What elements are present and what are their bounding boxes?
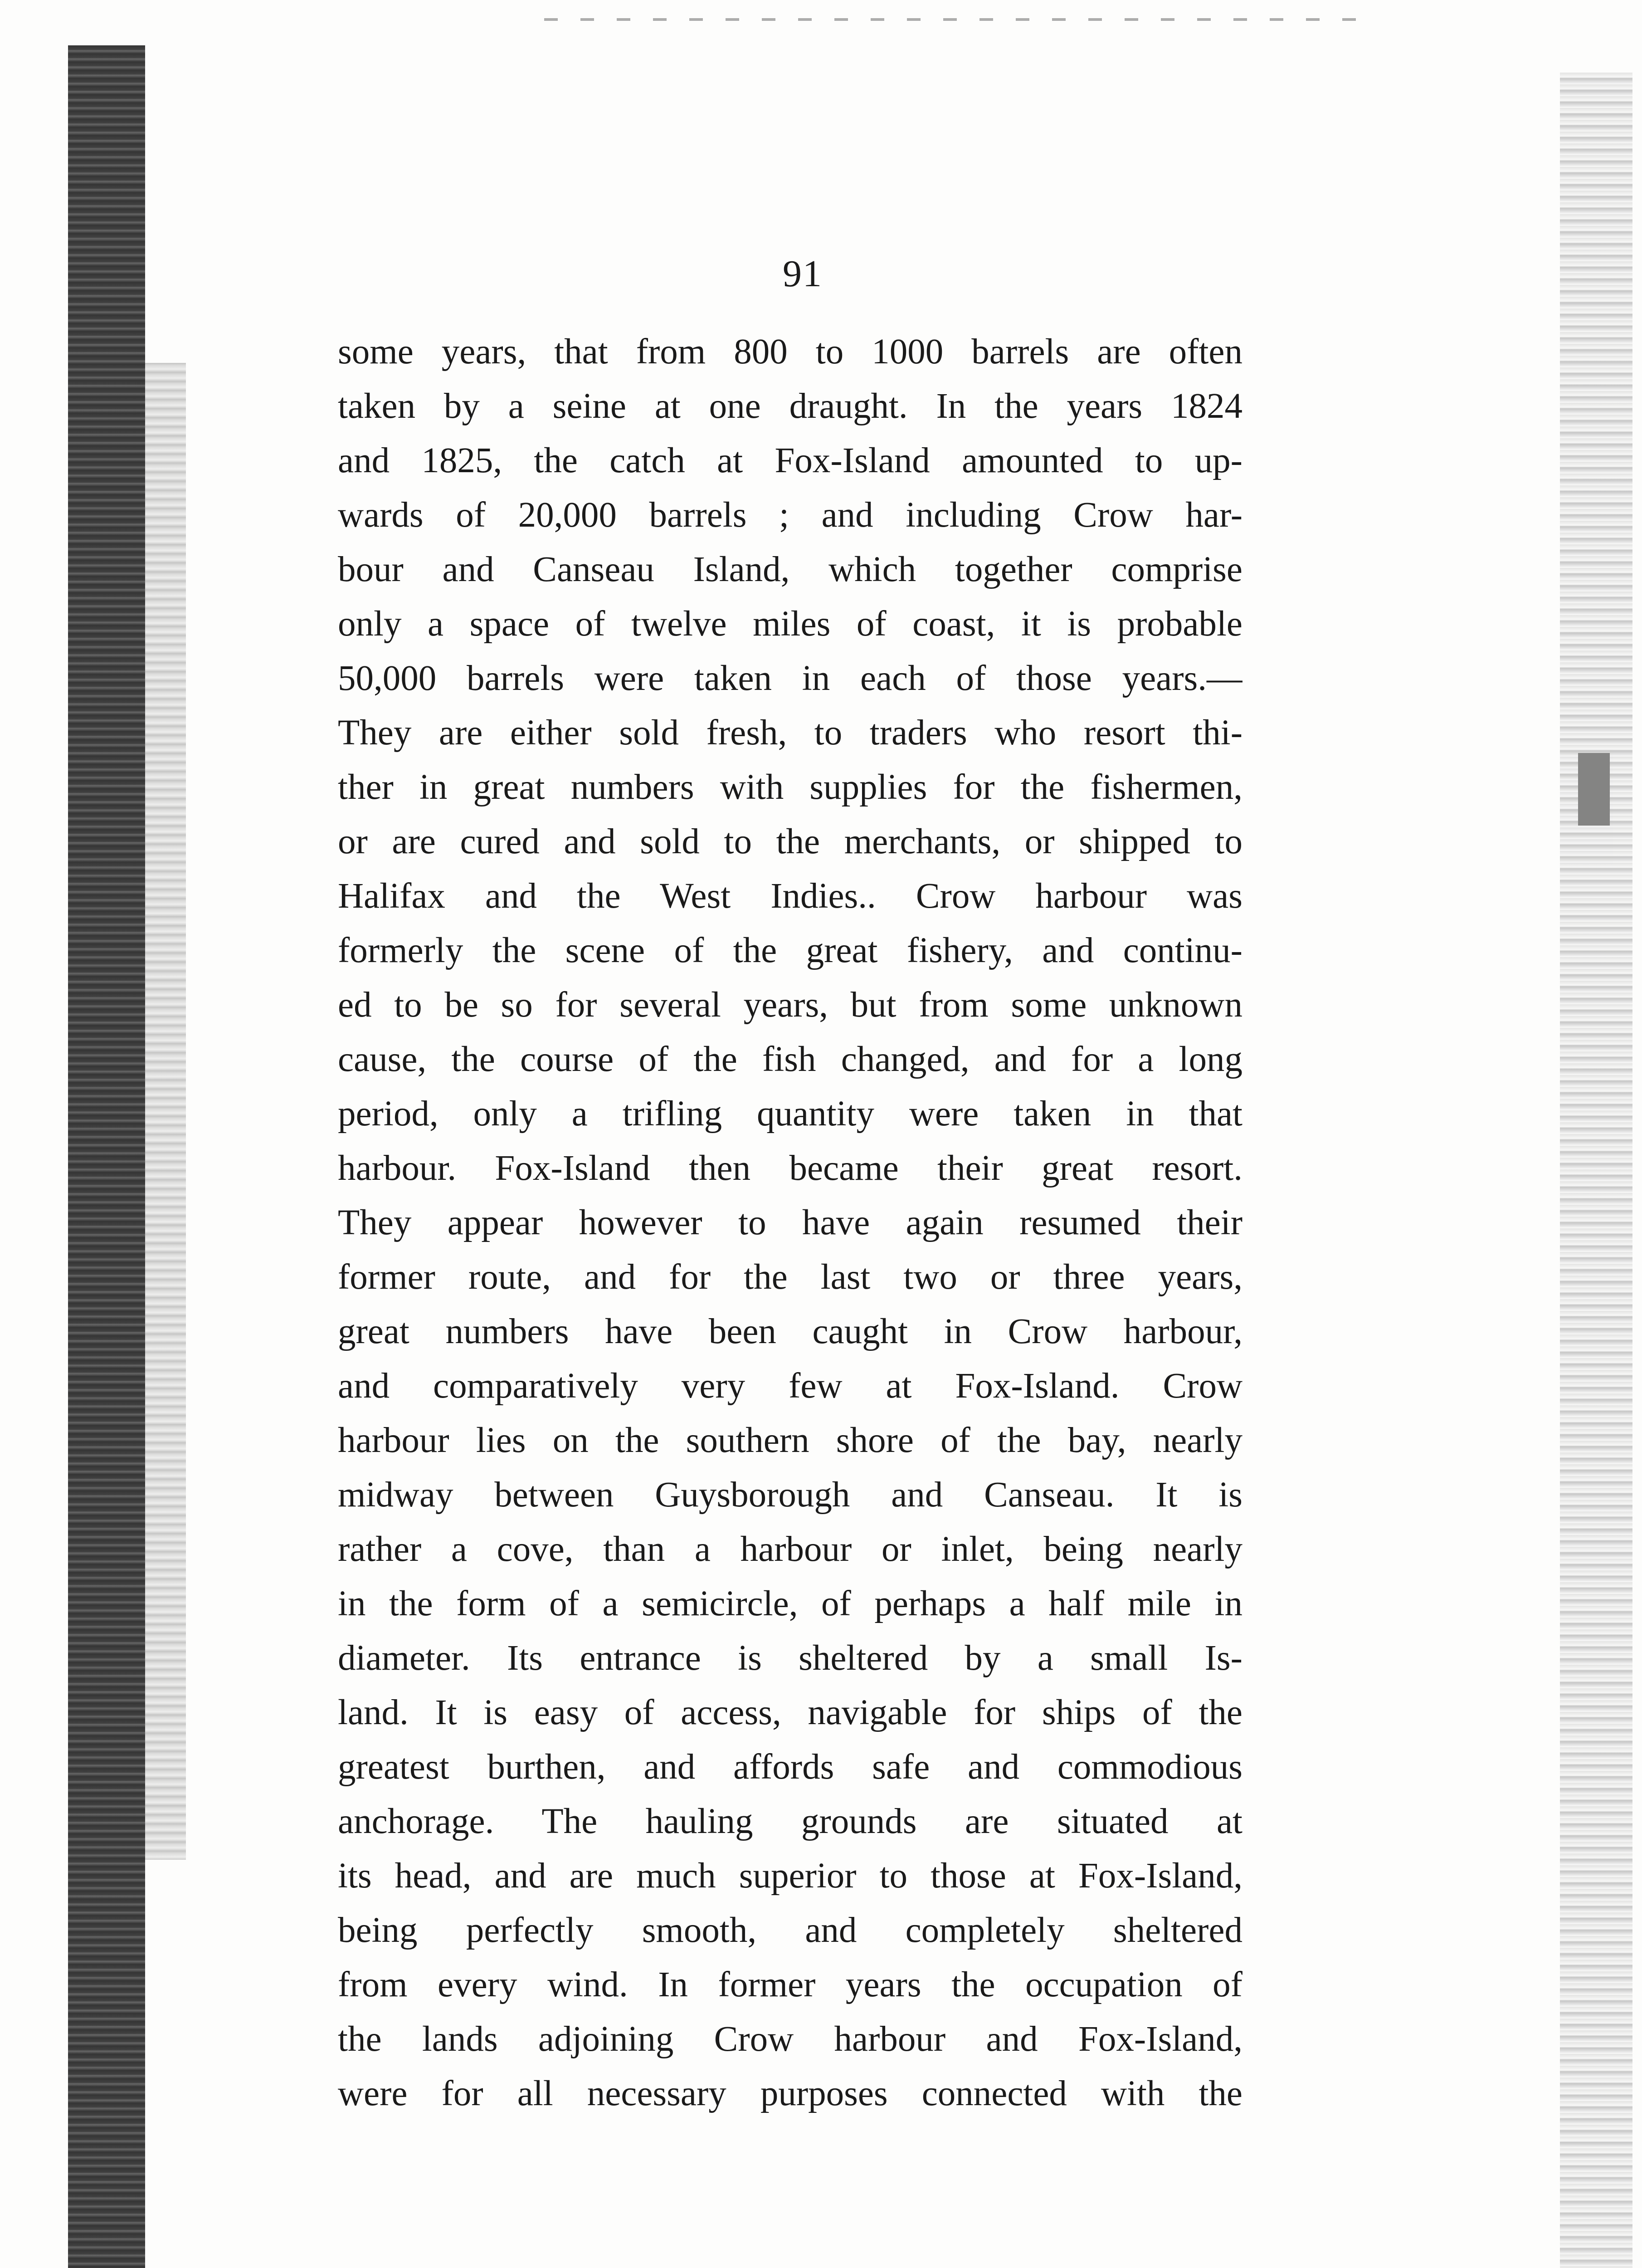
- scan-edge-right: [1560, 73, 1632, 2268]
- text-line: greatest burthen, and affords safe and commodious: [338, 1747, 1242, 1787]
- text-line: They appear however to have again resumed their: [338, 1203, 1242, 1242]
- scan-top-artifact: [544, 18, 1360, 21]
- text-line: being perfectly smooth, and completely sheltered: [338, 1911, 1242, 1950]
- binding-edge-left: [68, 45, 145, 2268]
- text-line: taken by a seine at one draught. In the years 1824: [338, 386, 1242, 426]
- text-line: anchorage. The hauling grounds are situated at: [338, 1802, 1242, 1841]
- text-line: formerly the scene of the great fishery, and continu-: [338, 931, 1242, 970]
- text-line: from every wind. In former years the occupation of: [338, 1965, 1242, 2004]
- text-line: wards of 20,000 barrels ; and including Crow har-: [338, 495, 1242, 535]
- text-line: former route, and for the last two or three years,: [338, 1257, 1242, 1297]
- text-line: and 1825, the catch at Fox-Island amounted to up-: [338, 441, 1242, 480]
- text-line: were for all necessary purposes connected with the: [338, 2074, 1242, 2113]
- text-line: harbour. Fox-Island then became their great resort.: [338, 1149, 1242, 1188]
- text-line: cause, the course of the fish changed, and for a long: [338, 1040, 1242, 1079]
- text-line: bour and Canseau Island, which together comprise: [338, 550, 1242, 589]
- text-line: or are cured and sold to the merchants, or shipped to: [338, 822, 1242, 861]
- text-line: diameter. Its entrance is sheltered by a small Is-: [338, 1638, 1242, 1678]
- page-number: 91: [783, 253, 823, 295]
- text-line: ther in great numbers with supplies for the fishermen,: [338, 767, 1242, 807]
- text-line: period, only a trifling quantity were taken in that: [338, 1094, 1242, 1134]
- text-line: in the form of a semicircle, of perhaps a half mile in: [338, 1584, 1242, 1623]
- text-line: the lands adjoining Crow harbour and Fox-Island,: [338, 2019, 1242, 2059]
- text-line: ed to be so for several years, but from some unknown: [338, 985, 1242, 1025]
- text-line: rather a cove, than a harbour or inlet, being nearly: [338, 1530, 1242, 1569]
- text-line: harbour lies on the southern shore of the bay, nearly: [338, 1421, 1242, 1460]
- text-line: only a space of twelve miles of coast, it is probable: [338, 604, 1242, 644]
- body-text: [338, 325, 1242, 2121]
- text-line: great numbers have been caught in Crow harbour,: [338, 1312, 1242, 1351]
- text-line: its head, and are much superior to those at Fox-Island,: [338, 1856, 1242, 1896]
- text-line: land. It is easy of access, navigable for ships of the: [338, 1693, 1242, 1732]
- text-line: Halifax and the West Indies.. Crow harbour was: [338, 876, 1242, 916]
- text-line: 50,000 barrels were taken in each of those years.—: [338, 659, 1242, 698]
- text-line: midway between Guysborough and Canseau. It is: [338, 1475, 1242, 1515]
- text-line: and comparatively very few at Fox-Island. Crow: [338, 1366, 1242, 1406]
- text-line: They are either sold fresh, to traders who resort thi-: [338, 713, 1242, 753]
- text-line: some years, that from 800 to 1000 barrels are often: [338, 332, 1242, 371]
